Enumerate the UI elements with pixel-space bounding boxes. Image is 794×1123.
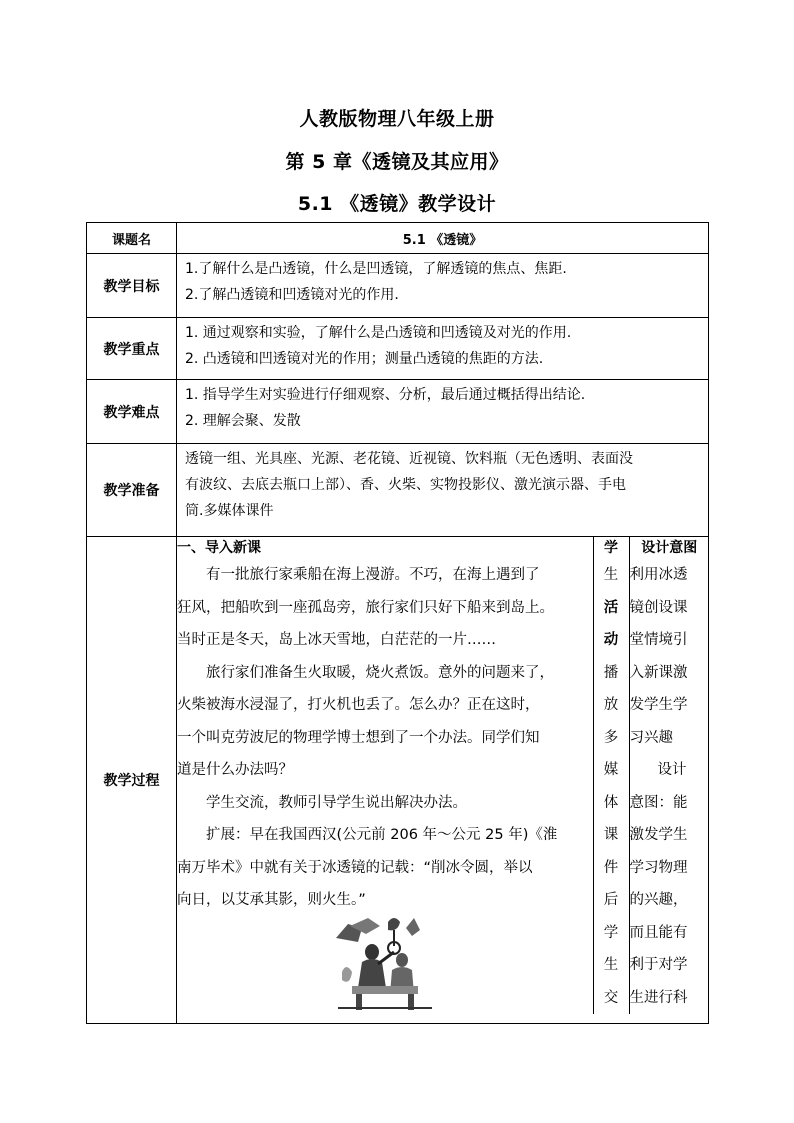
intent-line: 学习物理 bbox=[629, 859, 688, 876]
table-row-goals bbox=[87, 254, 709, 318]
intent-line: 镜创设课 bbox=[629, 599, 688, 616]
process-cell bbox=[177, 537, 709, 1024]
key-item: 2. 凸透镜和凹透镜对光的作用；测量凸透镜的焦距的方法. bbox=[185, 351, 544, 367]
student-char: 后 bbox=[603, 892, 619, 908]
process-line: 扩展：早在我国西汉(公元前 206 年～公元 25 年)《淮 bbox=[206, 827, 558, 843]
process-label: 教学过程 bbox=[87, 537, 177, 1024]
intent-line: 意图：能 bbox=[629, 794, 688, 811]
process-line: 当时正是冬天，岛上冰天雪地，白茫茫的一片…… bbox=[177, 632, 496, 648]
topic-value: 5.1 《透镜》 bbox=[177, 223, 709, 254]
lesson-plan-table bbox=[86, 222, 709, 1024]
intent-line: 生进行科 bbox=[629, 989, 688, 1006]
doc-title-line3: 5.1 《透镜》教学设计 bbox=[297, 193, 497, 215]
student-char: 生 bbox=[603, 957, 619, 973]
table-row-difficulty bbox=[87, 380, 709, 444]
intent-line: 利于对学 bbox=[629, 957, 688, 973]
intent-line: 而且能有 bbox=[629, 924, 688, 941]
goal-item: 1.了解什么是凸透镜，什么是凹透镜，了解透镜的焦点、焦距. bbox=[185, 261, 567, 277]
doc-title-line1: 人教版物理八年级上册 bbox=[299, 108, 495, 130]
doc-title-line2: 第 5 章《透镜及其应用》 bbox=[285, 151, 509, 173]
intent-line: 堂情境引 bbox=[629, 632, 688, 648]
intent-heading: 设计意图 bbox=[641, 540, 698, 556]
student-char: 交 bbox=[603, 989, 619, 1006]
intent-line: 设计 bbox=[657, 762, 687, 778]
table-row-topic bbox=[87, 223, 709, 254]
difficulty-cell bbox=[177, 380, 709, 444]
intent-line: 利用冰透 bbox=[629, 567, 688, 583]
intent-line: 入新课激 bbox=[629, 664, 688, 681]
key-label: 教学重点 bbox=[87, 318, 177, 380]
process-line: 学生交流，教师引导学生说出解决办法。 bbox=[206, 794, 467, 811]
difficulty-item: 1. 指导学生对实验进行仔细观察、分析，最后通过概括得出结论. bbox=[185, 387, 586, 403]
prep-label: 教学准备 bbox=[87, 444, 177, 537]
student-activity-column bbox=[593, 537, 629, 1014]
student-head: 学 bbox=[604, 540, 618, 556]
process-line: 一个叫克劳波尼的物理学博士想到了一个办法。同学们知 bbox=[177, 729, 540, 746]
design-intent-column bbox=[629, 537, 709, 1014]
student-char: 动 bbox=[603, 632, 619, 648]
student-char: 放 bbox=[603, 697, 619, 713]
process-inner-table bbox=[177, 537, 709, 1014]
intent-line: 习兴趣 bbox=[629, 729, 673, 746]
process-line: 狂风，把船吹到一座孤岛旁，旅行家们只好下船来到岛上。 bbox=[177, 599, 554, 616]
student-char: 件 bbox=[603, 859, 619, 876]
ice-lens-illustration bbox=[328, 912, 440, 1012]
intent-line: 发学生学 bbox=[629, 697, 688, 713]
process-line: 火柴被海水浸湿了，打火机也丢了。怎么办？正在这时， bbox=[177, 697, 540, 713]
student-char: 多 bbox=[603, 729, 619, 746]
prep-line: 筒.多媒体课件 bbox=[185, 503, 274, 519]
key-cell bbox=[177, 318, 709, 380]
student-char: 课 bbox=[603, 827, 619, 843]
topic-label: 课题名 bbox=[87, 223, 177, 254]
student-char: 活 bbox=[603, 599, 619, 616]
difficulty-item: 2. 理解会聚、发散 bbox=[185, 413, 301, 429]
student-char: 学 bbox=[603, 924, 619, 941]
student-char: 播 bbox=[603, 664, 619, 681]
student-char: 生 bbox=[603, 567, 619, 583]
section-heading: 一、导入新课 bbox=[177, 540, 261, 556]
goals-cell bbox=[177, 254, 709, 318]
intent-line: 激发学生 bbox=[629, 827, 688, 843]
table-row-key bbox=[87, 318, 709, 380]
table-row-prep bbox=[87, 444, 709, 537]
intent-line: 的兴趣， bbox=[629, 892, 688, 908]
student-char: 媒 bbox=[603, 762, 619, 778]
difficulty-label: 教学难点 bbox=[87, 380, 177, 444]
prep-line: 透镜一组、光具座、光源、老花镜、近视镜、饮料瓶（无色透明、表面没 bbox=[185, 451, 633, 467]
goals-label: 教学目标 bbox=[87, 254, 177, 318]
key-item: 1. 通过观察和实验，了解什么是凸透镜和凹透镜及对光的作用. bbox=[185, 325, 572, 341]
prep-cell bbox=[177, 444, 709, 537]
process-line: 道是什么办法吗？ bbox=[177, 762, 293, 778]
goal-item: 2.了解凸透镜和凹透镜对光的作用. bbox=[185, 287, 399, 303]
process-line: 向日，以艾承其影，则火生。” bbox=[177, 892, 366, 908]
process-line: 有一批旅行家乘船在海上漫游。不巧，在海上遇到了 bbox=[206, 567, 540, 583]
process-line: 南万毕术》中就有关于冰透镜的记载：“削冰令圆，举以 bbox=[177, 859, 533, 876]
student-char: 体 bbox=[603, 794, 619, 811]
prep-line: 有波纹、去底去瓶口上部）、香、火柴、实物投影仪、激光演示器、手电 bbox=[185, 477, 626, 493]
process-line: 旅行家们准备生火取暖，烧火煮饭。意外的问题来了， bbox=[206, 664, 554, 681]
